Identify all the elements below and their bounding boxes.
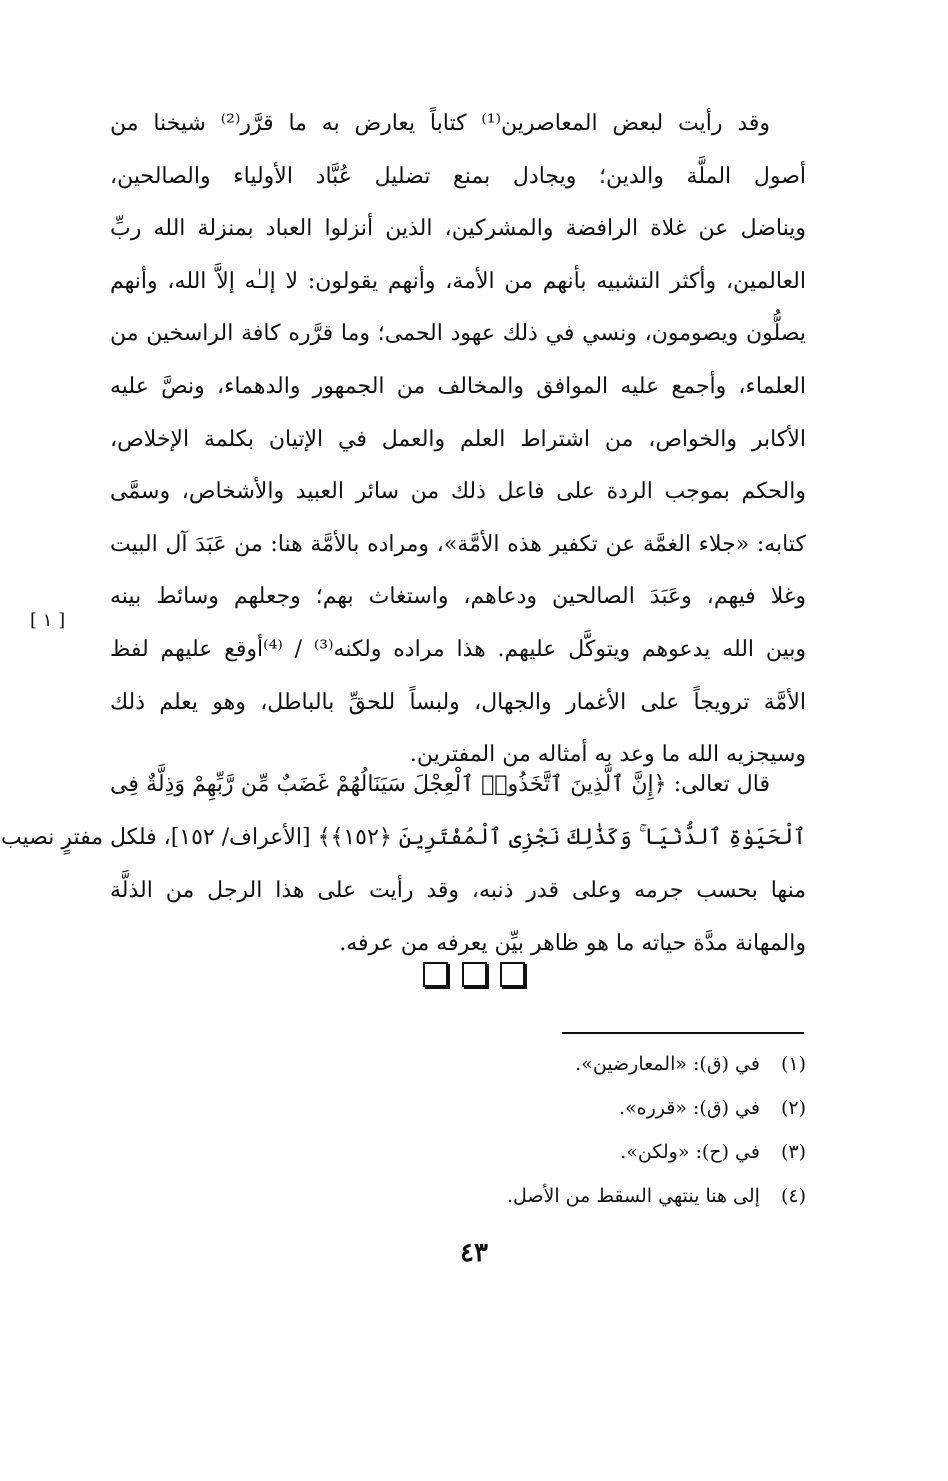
margin-folio-marker: [ ١ ] (30, 610, 66, 631)
footnote (300, 1174, 806, 1218)
body-paragraph-2 (0, 758, 806, 970)
text-line: ويناضل عن غلاة الرافضة والمشركين، الذين أنزلوا العباد بمنزلة الله ربِّ (110, 216, 806, 242)
footnote-text: إلى هنا ينتهي السقط من الأصل. (506, 1185, 760, 1207)
text-line: الأمَّة ترويجاً على الأغمار والجهال، ولبساً للحقِّ بالباطل، وهو يعلم ذلك (110, 689, 806, 715)
footnote (300, 1130, 806, 1174)
text-line: أصول الملَّة والدين؛ ويجادل بمنع تضليل عُبَّاد الأولياء والصالحين، (110, 163, 806, 189)
footnote-text: في (ق): «المعارضين». (575, 1053, 760, 1075)
square-ornament-icon (423, 962, 448, 987)
text-line: قال تعالى: ﴿إِنَّ ٱلَّذِينَ ٱتَّخَذُوا۟ ٱلْعِجْلَ سَيَنَالُهُمْ غَضَبٌ مِّن رَّبِّهِمْ وَذِلَّةٌ فِى (110, 772, 770, 797)
footnote-separator (562, 1032, 804, 1034)
footnote-text: في (ح): «ولكن». (620, 1141, 760, 1163)
footnote-number: (١) (780, 1053, 806, 1075)
square-ornament-icon (462, 962, 487, 987)
footnote-text: في (ق): «قرره». (619, 1097, 760, 1119)
footnote (300, 1086, 806, 1130)
text-line: والمهانة مدَّة حياته ما هو ظاهر بيِّن يعرفه من عرفه. (339, 931, 806, 956)
text-line: كتابه: «جلاء الغمَّة عن تكفير هذه الأمَّة»، ومراده بالأمَّة هنا: من عَبَدَ آل البيت (110, 531, 806, 557)
section-divider (0, 962, 948, 987)
page-number: ٤٣ (460, 1238, 488, 1268)
text-line: الأكابر والخواص، من اشتراط العلم والعمل في الإتيان بكلمة الإخلاص، (110, 426, 806, 452)
footnote (300, 1042, 806, 1086)
footnote-number: (٣) (780, 1141, 806, 1163)
text-line: وبين الله يدعوهم ويتوكَّل عليهم. هذا مراده ولكنه⁽³⁾ / ⁽⁴⁾أوقع عليهم لفظ (110, 636, 806, 662)
text-line: العالمين، وأكثر التشبيه بأنهم من الأمة، وأنهم يقولون: لا إلـٰه إلاَّ الله، وأنهم (110, 268, 806, 294)
square-ornament-icon (500, 962, 525, 987)
footnote-number: (٢) (780, 1097, 806, 1119)
text-line: وغلا فيهم، وعَبَدَ الصالحين ودعاهم، واستغاث بهم؛ وجعلهم وسائط بينه (110, 584, 807, 610)
footnotes (300, 1042, 806, 1218)
text-line: وقد رأيت لبعض المعاصرين⁽¹⁾ كتاباً يعارض به ما قرَّر⁽²⁾ شيخنا من (110, 111, 771, 136)
footnote-number: (٤) (780, 1185, 806, 1207)
text-line: ٱلْحَيَوٰةِ ٱلدُّنْيَا ۚ وَكَذَٰلِكَ نَجْزِى ٱلْمُفْتَرِينَ ﴿١٥٢﴾﴾ [الأعراف/ ١٥٢]، فلكل مفترٍ نصيب (0, 825, 806, 850)
text-line: العلماء، وأجمع عليه الموافق والمخالف من الجمهور والدهماء، ونصَّ عليه (110, 373, 806, 399)
text-line: منها بحسب جرمه وعلى قدر ذنبه، وقد رأيت على هذا الرجل من الذلَّة (110, 878, 806, 903)
text-line: وسيجزيه الله ما وعد به أمثاله من المفترين. (409, 742, 806, 768)
body-paragraph-1 (110, 98, 806, 782)
text-line: يصلُّون ويصومون، ونسي في ذلك عهود الحمى؛ وما قرَّره كافة الراسخين من (110, 321, 806, 347)
text-line: والحكم بموجب الردة على فاعل ذلك من سائر العبيد والأشخاص، وسمَّى (110, 479, 806, 505)
